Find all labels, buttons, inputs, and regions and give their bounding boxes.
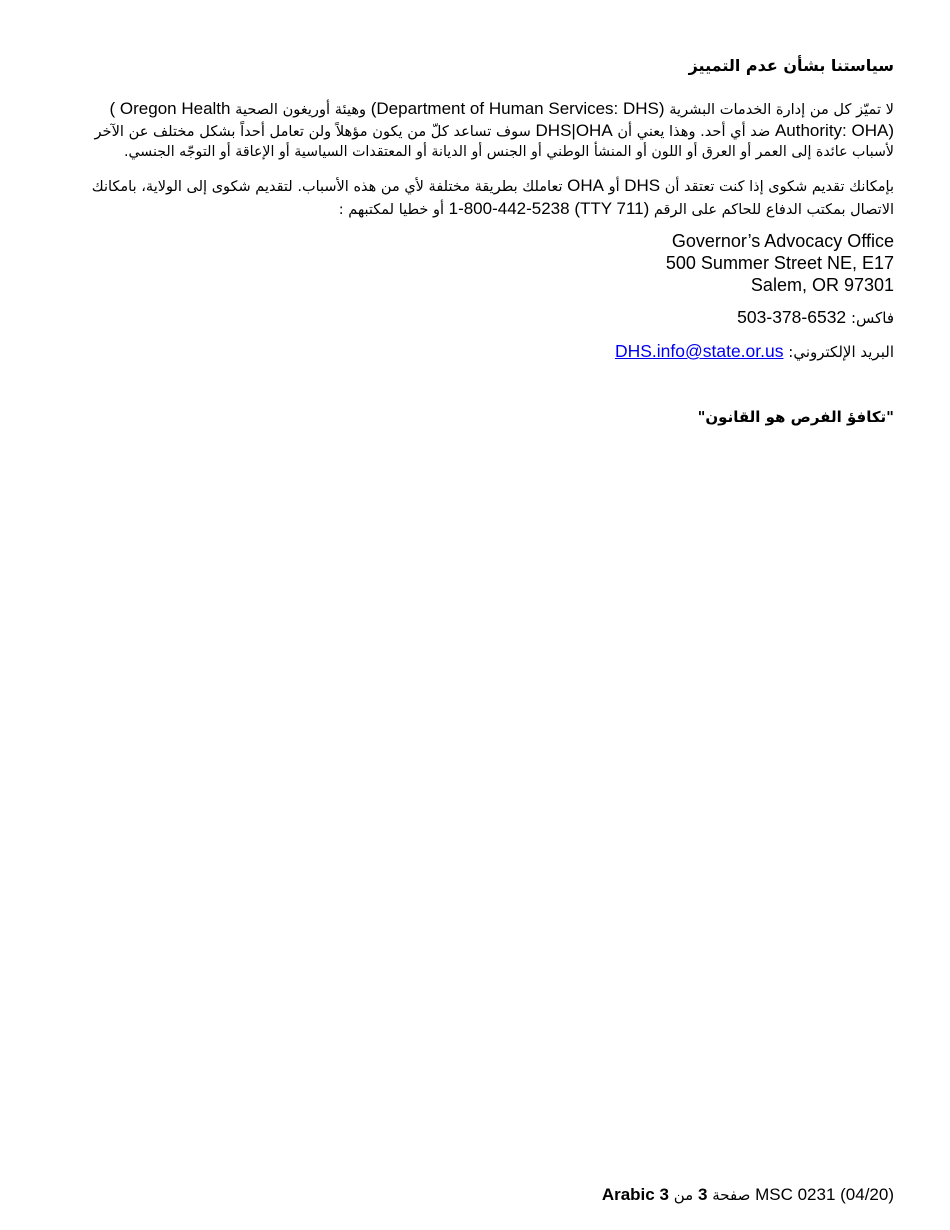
paragraph-line xyxy=(60,175,894,198)
fax-number: 503-378-6532 xyxy=(737,307,847,327)
paragraph-line: لأسباب عائدة إلى العمر أو العرق أو اللون أو المنشأ الوطني أو الجنس أو الديانة أو المعتقدات السياسية أو الإعاقة أو التوجّه الجنسي. xyxy=(123,144,894,160)
of-word: من xyxy=(673,1186,694,1204)
paragraph-line xyxy=(60,198,894,221)
office-name: Governor’s Advocacy Office xyxy=(671,231,894,251)
complaint-paragraph xyxy=(60,175,894,221)
nondiscrimination-paragraph xyxy=(60,98,894,163)
page-number: 3 xyxy=(698,1185,708,1204)
oha-name-text: ( Oregon Health xyxy=(109,99,231,118)
paragraph-text: أو خطيا لمكتبهم : xyxy=(338,202,444,218)
dhs-name-text: (Department of Human Services: DHS) xyxy=(370,99,665,118)
section-heading: سياستنا بشأن عدم التمييز xyxy=(688,56,894,75)
dhs-text: DHS xyxy=(624,176,661,195)
email-line xyxy=(615,341,894,362)
paragraph-line xyxy=(60,120,894,142)
page-total: 3 xyxy=(659,1185,669,1204)
oha-text: OHA xyxy=(567,176,604,195)
equal-opportunity-motto: "تكافؤ الفرص هو القانون" xyxy=(697,408,894,426)
email-label: البريد الإلكتروني: xyxy=(788,343,894,361)
page-footer xyxy=(602,1185,894,1205)
paragraph-text: سوف تساعد كلّ من يكون مؤهلاً ولن تعامل أحداً بشكل مختلف عن الآخر xyxy=(94,123,531,140)
email-link[interactable]: DHS.info@state.or.us xyxy=(614,341,784,361)
paragraph-text: وهيئة أوريغون الصحية xyxy=(235,101,367,118)
paragraph-text: بإمكانك تقديم شكوى إذا كنت تعتقد أن xyxy=(664,179,894,195)
fax-line xyxy=(737,307,894,328)
dhs-oha-text: DHS|OHA xyxy=(535,121,613,140)
language-label: Arabic xyxy=(601,1185,655,1204)
page-word: صفحة xyxy=(712,1186,751,1204)
street-address: 500 Summer Street NE, E17 xyxy=(665,253,894,273)
mailing-address xyxy=(666,230,894,296)
paragraph-text: تعاملك بطريقة مختلفة لأي من هذه الأسباب. لتقديم شكوى إلى الولاية، بامكانك xyxy=(91,179,563,195)
paragraph-line xyxy=(60,98,894,120)
paragraph-text: أو xyxy=(608,179,620,195)
city-state-zip: Salem, OR 97301 xyxy=(750,275,894,295)
paragraph-text: ضد أي أحد. وهذا يعني أن xyxy=(617,123,771,140)
paragraph-text: لا تميّز كل من إدارة الخدمات البشرية xyxy=(669,101,894,118)
phone-number: 1-800-442-5238 (TTY 711) xyxy=(448,199,650,218)
fax-label: فاكس: xyxy=(850,309,894,327)
paragraph-text: الاتصال بمكتب الدفاع للحاكم على الرقم xyxy=(653,202,894,218)
document-page xyxy=(60,0,894,1230)
oha-name-text: Authority: OHA) xyxy=(774,121,894,140)
form-code: MSC 0231 (04/20) xyxy=(755,1185,894,1204)
